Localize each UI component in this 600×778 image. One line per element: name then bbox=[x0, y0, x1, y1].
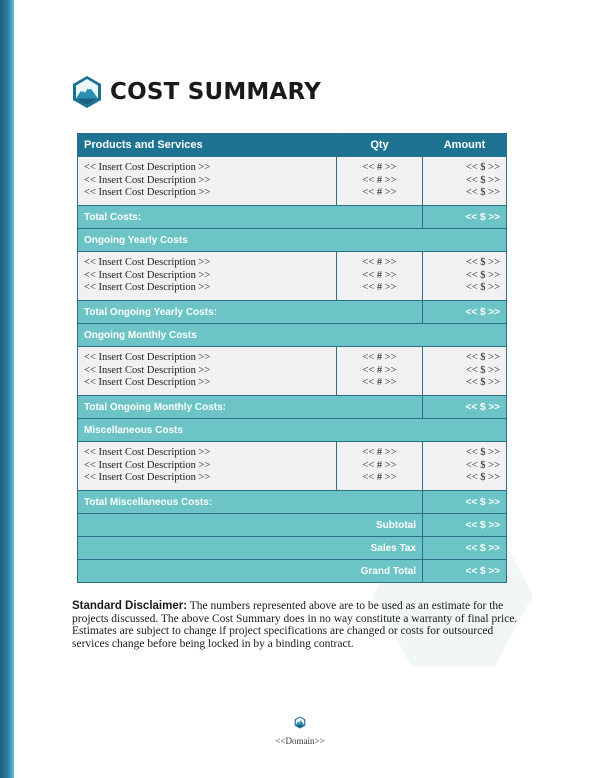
table-row bbox=[78, 157, 507, 206]
total-row bbox=[78, 206, 507, 229]
section-title: Ongoing Yearly Costs bbox=[78, 229, 507, 252]
total-label: Total Costs: bbox=[78, 206, 423, 229]
table-row bbox=[78, 252, 507, 301]
cost-description: << Insert Cost Description >> bbox=[84, 352, 211, 364]
qty-value: << # >> bbox=[362, 364, 397, 376]
amount-cell bbox=[423, 252, 507, 301]
section-header-row bbox=[78, 419, 507, 442]
total-value: << $ >> bbox=[423, 206, 507, 229]
amount-value: << $ >> bbox=[465, 187, 500, 199]
qty-value: << # >> bbox=[362, 187, 397, 199]
qty-cell bbox=[337, 442, 423, 491]
subtotal-value: << $ >> bbox=[423, 514, 507, 537]
section-title: Ongoing Monthly Costs bbox=[78, 324, 507, 347]
cost-description: << Insert Cost Description >> bbox=[84, 447, 211, 459]
amount-cell bbox=[423, 347, 507, 396]
total-label: Total Miscellaneous Costs: bbox=[78, 491, 423, 514]
amount-value: << $ >> bbox=[465, 162, 500, 174]
grand-total-label: Grand Total bbox=[78, 560, 423, 583]
table-row bbox=[78, 442, 507, 491]
total-value: << $ >> bbox=[423, 396, 507, 419]
section-header-row bbox=[78, 229, 507, 252]
qty-value: << # >> bbox=[362, 459, 397, 471]
cost-description: << Insert Cost Description >> bbox=[84, 472, 211, 484]
qty-cell bbox=[337, 157, 423, 206]
qty-cell bbox=[337, 252, 423, 301]
table-header-row bbox=[78, 134, 507, 157]
amount-value: << $ >> bbox=[465, 447, 500, 459]
cost-description: << Insert Cost Description >> bbox=[84, 162, 211, 174]
total-label: Total Ongoing Yearly Costs: bbox=[78, 301, 423, 324]
amount-cell bbox=[423, 157, 507, 206]
cost-description: << Insert Cost Description >> bbox=[84, 269, 211, 281]
page-footer bbox=[0, 716, 600, 749]
description-cell bbox=[78, 347, 337, 396]
amount-value: << $ >> bbox=[465, 364, 500, 376]
description-cell bbox=[78, 442, 337, 491]
qty-value: << # >> bbox=[362, 282, 397, 294]
mountain-hexagon-icon bbox=[294, 716, 306, 729]
side-color-band bbox=[0, 0, 14, 778]
description-cell bbox=[78, 252, 337, 301]
qty-value: << # >> bbox=[362, 352, 397, 364]
cost-description: << Insert Cost Description >> bbox=[84, 459, 211, 471]
cost-description: << Insert Cost Description >> bbox=[84, 282, 211, 294]
total-value: << $ >> bbox=[423, 491, 507, 514]
amount-value: << $ >> bbox=[465, 472, 500, 484]
cost-description: << Insert Cost Description >> bbox=[84, 377, 211, 389]
amount-value: << $ >> bbox=[465, 282, 500, 294]
sales-tax-row bbox=[78, 537, 507, 560]
qty-value: << # >> bbox=[362, 174, 397, 186]
disclaimer-paragraph bbox=[72, 600, 522, 650]
qty-value: << # >> bbox=[362, 269, 397, 281]
total-row bbox=[78, 491, 507, 514]
qty-value: << # >> bbox=[362, 162, 397, 174]
qty-value: << # >> bbox=[362, 472, 397, 484]
cost-description: << Insert Cost Description >> bbox=[84, 187, 211, 199]
cost-description: << Insert Cost Description >> bbox=[84, 257, 211, 269]
header-products: Products and Services bbox=[78, 134, 337, 157]
header-qty: Qty bbox=[337, 134, 423, 157]
grand-total-row bbox=[78, 560, 507, 583]
grand-total-value: << $ >> bbox=[423, 560, 507, 583]
cost-description: << Insert Cost Description >> bbox=[84, 364, 211, 376]
header-amount: Amount bbox=[423, 134, 507, 157]
cost-description: << Insert Cost Description >> bbox=[84, 174, 211, 186]
description-cell bbox=[78, 157, 337, 206]
sales-tax-label: Sales Tax bbox=[78, 537, 423, 560]
qty-cell bbox=[337, 347, 423, 396]
total-row bbox=[78, 301, 507, 324]
amount-value: << $ >> bbox=[465, 352, 500, 364]
table-row bbox=[78, 347, 507, 396]
qty-value: << # >> bbox=[362, 377, 397, 389]
amount-value: << $ >> bbox=[465, 257, 500, 269]
section-header-row bbox=[78, 324, 507, 347]
amount-cell bbox=[423, 442, 507, 491]
total-label: Total Ongoing Monthly Costs: bbox=[78, 396, 423, 419]
qty-value: << # >> bbox=[362, 257, 397, 269]
amount-value: << $ >> bbox=[465, 377, 500, 389]
total-value: << $ >> bbox=[423, 301, 507, 324]
section-title: Miscellaneous Costs bbox=[78, 419, 507, 442]
disclaimer-text: The numbers represented above are to be used as an estimate for the projects discussed. The above Cost Summary does in no way constitute a warranty of final price. Estimates are subject to change if project specifications are changed or costs for outsourced services change before being locked in by a binding contract. bbox=[72, 600, 518, 650]
amount-value: << $ >> bbox=[465, 269, 500, 281]
amount-value: << $ >> bbox=[465, 459, 500, 471]
disclaimer-label: Standard Disclaimer: bbox=[72, 600, 188, 612]
total-row bbox=[78, 396, 507, 419]
mountain-hexagon-icon bbox=[72, 75, 102, 109]
sales-tax-value: << $ >> bbox=[423, 537, 507, 560]
cost-summary-table bbox=[77, 133, 507, 583]
subtotal-row bbox=[78, 514, 507, 537]
footer-domain: <<Domain>> bbox=[275, 736, 325, 746]
page-title: COST SUMMARY bbox=[110, 79, 322, 105]
document-header bbox=[72, 72, 321, 112]
qty-value: << # >> bbox=[362, 447, 397, 459]
amount-value: << $ >> bbox=[465, 174, 500, 186]
subtotal-label: Subtotal bbox=[78, 514, 423, 537]
